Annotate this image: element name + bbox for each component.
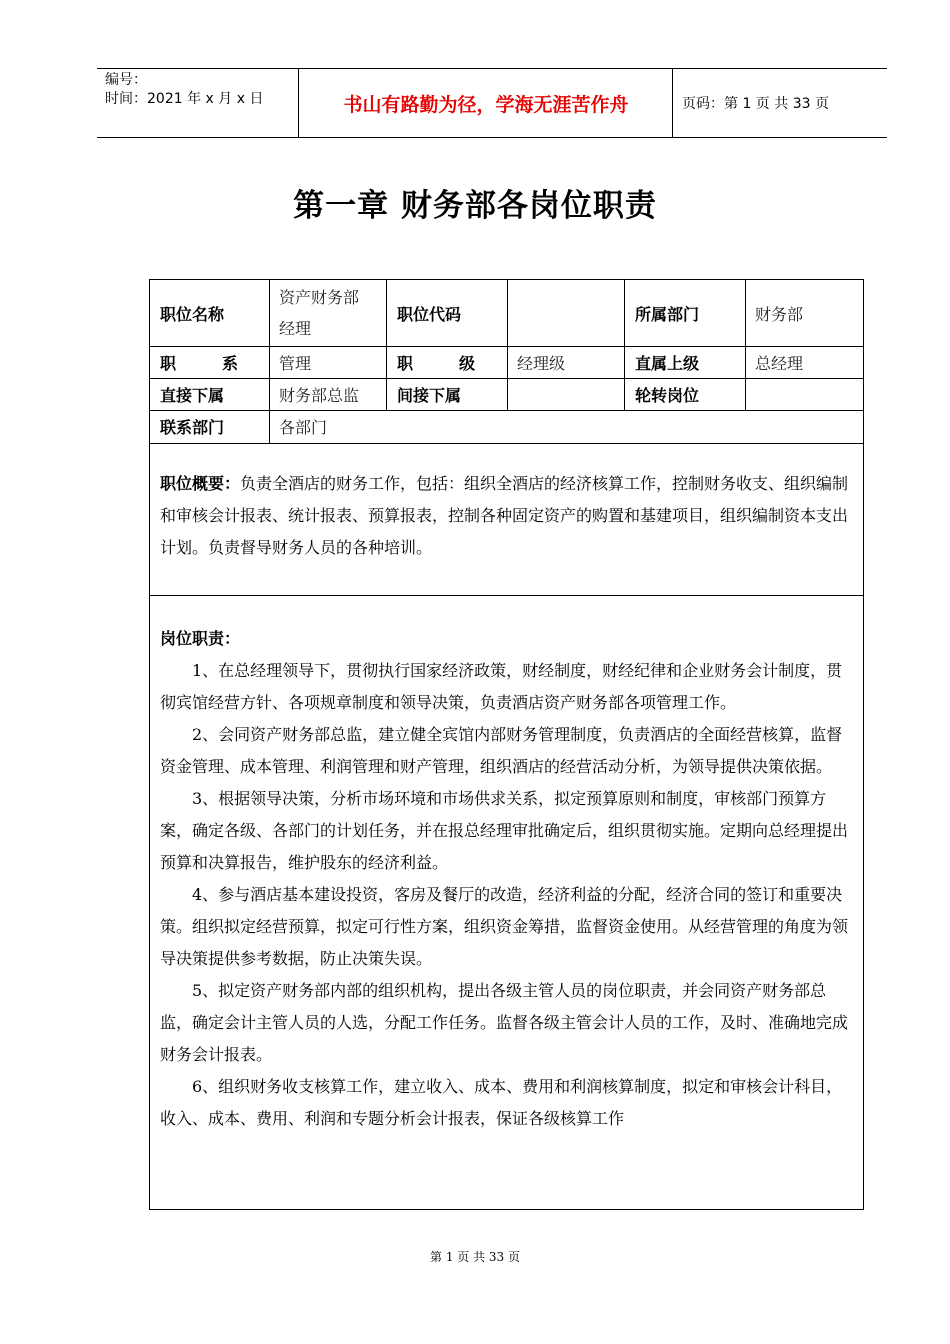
job-level-value: 经理级 (517, 353, 566, 373)
duty-item: 3、根据领导决策，分析市场环境和市场供求关系，拟定预算原则和制度，审核部门预算方案，确定各级、各部门的计划任务，并在报总经理审批确定后，组织贯彻实施。定期向总经理提出预算和决算报告，维护股东的经济利益。 (160, 789, 849, 872)
contact-department-value: 各部门 (279, 418, 328, 437)
position-summary (160, 468, 854, 564)
contact-department-label: 联系部门 (160, 418, 225, 437)
table-col-divider (745, 280, 746, 410)
job-level-label-char: 职 (397, 353, 414, 373)
direct-superior-value: 总经理 (755, 353, 804, 373)
position-name-label: 职位名称 (160, 304, 225, 324)
document-number-label: 编号： (105, 72, 147, 88)
rotation-post-label: 轮转岗位 (635, 385, 700, 405)
page-footer: 第 1 页 共 33 页 (430, 1250, 520, 1264)
table-col-divider (386, 280, 387, 410)
position-name-value-line: 资产财务部 (279, 288, 360, 307)
table-row-divider (150, 443, 863, 444)
table-col-divider (624, 280, 625, 410)
job-series-label (160, 346, 238, 378)
job-level-label (397, 346, 475, 378)
duty-item: 5、拟定资产财务部内部的组织机构，提出各级主管人员的岗位职责，并会同资产财务部总监，确定会计主管人员的人选，分配工作任务。监督各级主管会计人员的工作，及时、准确地完成财务会计报表。 (160, 981, 849, 1064)
direct-subordinate-value: 财务部总监 (279, 385, 360, 405)
page-title: 第一章 财务部各岗位职责 (293, 188, 657, 224)
header-motto: 书山有路勤为径，学海无涯苦作舟 (343, 93, 629, 116)
job-description-table (149, 279, 864, 1210)
department-value: 财务部 (755, 304, 804, 324)
duties-section (150, 595, 863, 1209)
header-page-info: 页码：第 1 页 共 33 页 (682, 96, 829, 112)
table-col-divider (507, 280, 508, 410)
indirect-subordinate-label: 间接下属 (397, 385, 462, 405)
department-label: 所属部门 (635, 304, 700, 324)
header-divider (672, 69, 673, 137)
duties-label: 岗位职责： (160, 629, 241, 648)
direct-subordinate-label: 直接下属 (160, 385, 225, 405)
document-time: 时间：2021 年 x 月 x 日 (105, 91, 264, 107)
header-meta (105, 71, 305, 109)
job-series-label-char: 系 (221, 353, 238, 373)
job-level-label-char: 级 (458, 353, 475, 373)
table-col-divider (269, 280, 270, 443)
duty-item: 4、参与酒店基本建设投资，客房及餐厅的改造，经济利益的分配，经济合同的签订和重要决策。组织拟定经营预算，拟定可行性方案，组织资金筹措，监督资金使用。从经营管理的角度为领导决策提供参考数据，防止决策失误。 (160, 885, 849, 968)
page-header (97, 68, 887, 138)
table-row-divider (150, 410, 863, 411)
duty-item: 6、组织财务收支核算工作，建立收入、成本、费用和利润核算制度，拟定和审核会计科目，收入、成本、费用、利润和专题分析会计报表，保证各级核算工作 (160, 1077, 843, 1128)
job-series-value: 管理 (279, 353, 312, 373)
position-code-label: 职位代码 (397, 304, 462, 324)
duty-item: 2、会同资产财务部总监，建立健全宾馆内部财务管理制度，负责酒店的全面经营核算，监督资金管理、成本管理、利润管理和财产管理，组织酒店的经营活动分析，为领导提供决策依据。 (160, 725, 843, 776)
position-summary-label: 职位概要： (160, 474, 241, 493)
direct-superior-label: 直属上级 (635, 353, 700, 373)
position-name-value-line: 经理 (279, 319, 312, 338)
duties-content (160, 623, 854, 1135)
position-name-value (279, 282, 359, 344)
position-summary-text: 负责全酒店的财务工作，包括：组织全酒店的经济核算工作，控制财务收支、组织编制和审核会计报表、统计报表、预算报表，控制各种固定资产的购置和基建项目，组织编制资本支出计划。负责督导财务人员的各种培训。 (160, 474, 849, 557)
job-series-label-char: 职 (160, 353, 177, 373)
duty-item: 1、在总经理领导下，贯彻执行国家经济政策，财经制度，财经纪律和企业财务会计制度，贯彻宾馆经营方针、各项规章制度和领导决策，负责酒店资产财务部各项管理工作。 (160, 661, 843, 712)
